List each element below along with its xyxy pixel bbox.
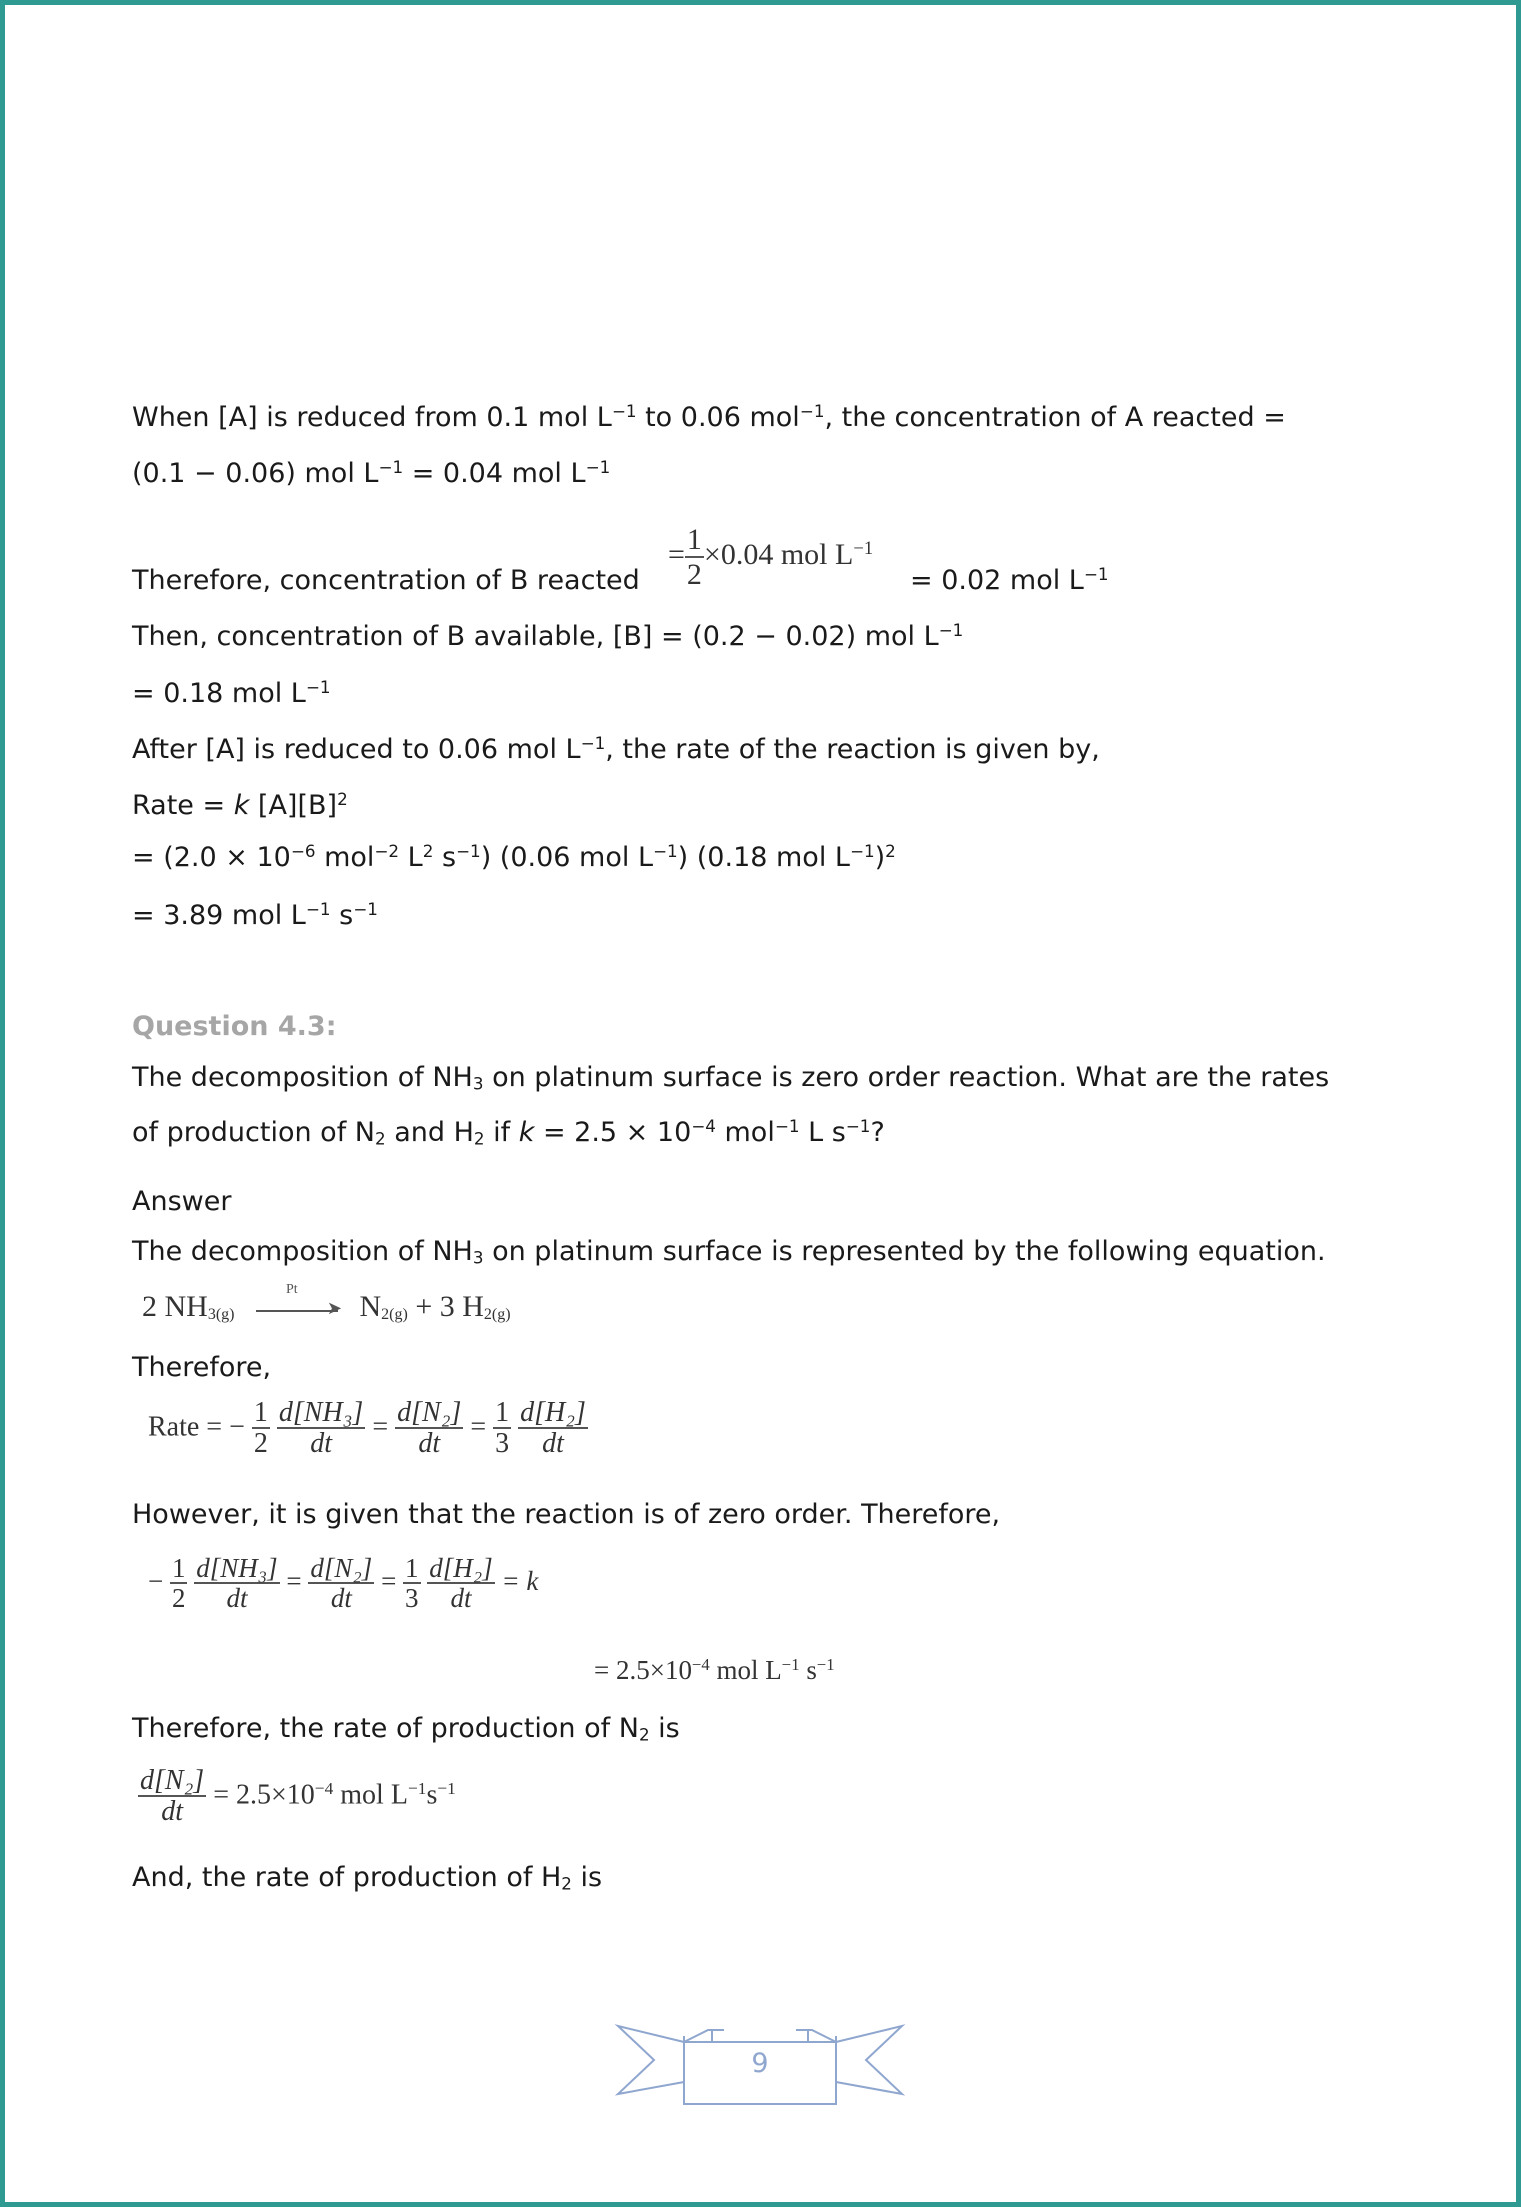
text-line-b-available: Then, concentration of B available, [B] = (0.2 − 0.02) mol $L^{-1}$	[132, 619, 964, 652]
question-text-line-2: of production of $N_2$ and $H_2$ if $k = 2.5 \times 10^{-4}$ mol$^{-1}$ L $s^{-1}$?	[132, 1115, 885, 1149]
text-h2-production-label: And, the rate of production of $H_2$ is	[132, 1862, 603, 1894]
equation-zero-order-rate: − $\frac{1}{2}$ $\frac{\text{d[NH₃]}}{dt}$ = $\frac{\text{d[N₂]}}{dt}$ = $\frac{1}{3}$ $\frac{\text{d[H₂]}}{dt}$ = k	[148, 1553, 539, 1614]
question-text-line-1: The decomposition of $NH_3$ on platinum surface is zero order reaction. What are the rates	[132, 1062, 1330, 1094]
answer-label: Answer	[132, 1186, 232, 1217]
question-title: Question 4.3:	[132, 1011, 337, 1042]
text-however-zero-order: However, it is given that the reaction is of zero order. Therefore,	[132, 1499, 1001, 1530]
text-line-after-reduction: After [A] is reduced to 0.06 mol $L^{-1}$, the rate of the reaction is given by,	[132, 732, 1100, 765]
text-line-rate-substitution: = ($2.0 \times 10^{-6}$ mol$^{-2}$ $L^2$ $s^{-1}$) (0.06 mol $L^{-1}$) (0.18 mol $L^{-1})^2$	[132, 840, 896, 873]
text-line-rate-result: = 3.89 mol $L^{-1}$ $s^{-1}$	[132, 898, 378, 931]
text-line-rate-law: Rate = k $[A][B]^2$	[132, 788, 348, 821]
text-line-a-reacted: (0.1 − 0.06) mol $L^{-1} = 0.04$ mol $L^{-1}$	[132, 456, 611, 489]
reaction-arrow-icon: Pt ➤	[256, 1306, 338, 1312]
page-number-ribbon	[612, 2020, 908, 2110]
equation-nh3-decomposition: 2 $NH_{3(g)}$ Pt ➤ $N_{2(g)} + 3$ $H_{2(g)}$	[142, 1282, 511, 1324]
page-number: 9	[751, 2048, 769, 2079]
equation-rate-expression: Rate = − $\frac{1}{2}$ $\frac{\text{d[NH₃]}}{dt}$ = $\frac{\text{d[N₂]}}{dt}$ = $\frac{1}{3}$ $\frac{\text{d[H₂]}}{dt}$	[148, 1397, 586, 1460]
answer-intro-text: The decomposition of $NH_3$ on platinum surface is represented by the following equation.	[132, 1236, 1326, 1268]
equation-b-reacted-fraction: = $\frac{1}{2}$ ×0.04 mol $L^{-1}$	[668, 523, 874, 591]
text-line-b-value: = 0.18 mol $L^{-1}$	[132, 676, 331, 709]
equation-zero-order-value: = $2.5\times 10^{-4}$ mol $L^{-1}$ $s^{-1}$	[594, 1654, 835, 1685]
text-line-concentration-reduced: When [A] is reduced from 0.1 mol $L^{-1}$ to 0.06 mol$^{-1}$, the concentration of A reacted =	[132, 400, 1286, 433]
text-b-reacted-result: = 0.02 mol $L^{-1}$	[910, 563, 1109, 596]
text-therefore: Therefore,	[132, 1352, 272, 1383]
text-n2-production-label: Therefore, the rate of production of $N_2$ is	[132, 1713, 680, 1745]
equation-n2-rate: $\frac{\text{d[N₂]}}{dt}$ = $2.5\times 10^{-4}$ mol $L^{-1}s^{-1}$	[140, 1765, 456, 1828]
text-line-b-reacted-label: Therefore, concentration of B reacted	[132, 565, 640, 596]
